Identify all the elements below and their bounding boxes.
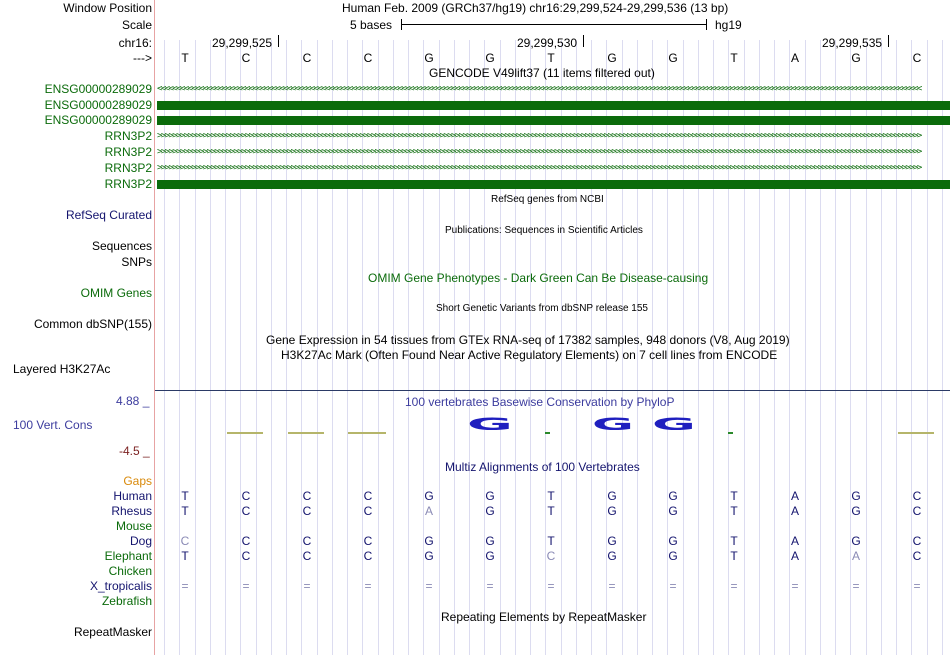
gene-minus-strand-line[interactable]: <<<<<<<<<<<<<<<<<<<<<<<<<<<<<<<<<<<<<<<<<<<<<<<<<<<<<<<<<<<<<<<<<<<<<<<<<<<<<<<<<<<<<<<<<<<<<<<<<<<<<<<<<<<<<<<<<<<<<<<<<<<<<<<<<<<<<<<<<<<<<<<<<<<<<<<<<<<<<<<<<<<<<<<<<<<<<<<<<<<<<<<<<<<<<<<<<<<<<<<< <box>157 84 921 94</box>
sequence-base: A <box>790 51 799 65</box>
alignment-base: C <box>241 504 251 518</box>
alignment-species-label[interactable]: Mouse <box>115 519 152 533</box>
alignment-base: C <box>241 534 251 548</box>
alignment-base: T <box>730 549 738 563</box>
sequence-base: G <box>607 51 617 65</box>
conservation-logo-letter: G <box>592 415 634 435</box>
alignment-species-label[interactable]: Human <box>113 489 152 503</box>
conservation-score-bar <box>898 432 934 434</box>
sidebar-divider <box>154 0 155 655</box>
refseq-track-label[interactable]: RefSeq Curated <box>65 208 152 222</box>
alignment-base: = <box>669 579 677 593</box>
sequences-track-label[interactable]: Sequences <box>91 239 152 253</box>
alignment-base: T <box>730 534 738 548</box>
alignment-base: G <box>485 534 495 548</box>
alignment-base: C <box>912 489 922 503</box>
alignment-base: C <box>180 534 190 548</box>
chrom-label: chr16: <box>118 36 152 50</box>
gencode-track-title[interactable]: GENCODE V49lift37 (11 items filtered out) <box>429 66 655 80</box>
sequence-base: T <box>181 51 189 65</box>
gene-exon-bar[interactable] <box>157 101 950 110</box>
alignment-species-label[interactable]: Elephant <box>104 549 152 563</box>
sequence-base: C <box>302 51 312 65</box>
alignment-base: G <box>607 534 617 548</box>
repeatmasker-track-title: Repeating Elements by RepeatMasker <box>441 610 647 624</box>
conservation-score-bar <box>728 432 733 434</box>
conservation-logo-letter: G <box>467 415 513 435</box>
alignment-base: G <box>485 489 495 503</box>
sequence-base: C <box>912 51 922 65</box>
alignment-base: = <box>608 579 616 593</box>
gencode-item-label[interactable]: ENSG00000289029 <box>44 82 152 96</box>
alignment-base: A <box>424 504 433 518</box>
sequence-base: G <box>424 51 434 65</box>
alignment-base: G <box>424 534 434 548</box>
alignment-base: C <box>241 549 251 563</box>
sequence-base: T <box>547 51 555 65</box>
omim-track-label[interactable]: OMIM Genes <box>80 286 152 300</box>
alignment-base: C <box>912 534 922 548</box>
alignment-base: = <box>303 579 311 593</box>
alignment-base: T <box>730 489 738 503</box>
sequence-base: C <box>363 51 373 65</box>
h3k27ac-track-label[interactable]: Layered H3K27Ac <box>13 362 111 376</box>
alignment-base: G <box>851 489 861 503</box>
alignment-base: C <box>363 549 373 563</box>
alignment-base: = <box>242 579 250 593</box>
alignment-base: = <box>730 579 738 593</box>
cons-max-label: 4.88 _ <box>116 394 150 408</box>
cons-min-label: -4.5 _ <box>119 444 150 458</box>
alignment-base: A <box>790 549 799 563</box>
alignment-base: C <box>546 549 556 563</box>
gencode-item-label[interactable]: RRN3P2 <box>104 145 152 159</box>
track-separator <box>155 390 950 391</box>
coord-tick-label: 29,299,525 <box>212 36 273 50</box>
gencode-item-label[interactable]: RRN3P2 <box>104 129 152 143</box>
cons-track-label[interactable]: 100 Vert. Cons <box>13 418 93 432</box>
alignment-species-label[interactable]: X_tropicalis <box>89 579 152 593</box>
conservation-score-bar <box>348 432 386 434</box>
alignment-base: C <box>302 489 312 503</box>
alignment-base: = <box>852 579 860 593</box>
scale-bar <box>401 24 707 25</box>
gene-plus-strand-line[interactable]: >>>>>>>>>>>>>>>>>>>>>>>>>>>>>>>>>>>>>>>>>>>>>>>>>>>>>>>>>>>>>>>>>>>>>>>>>>>>>>>>>>>>>>>>>>>>>>>>>>>>>>>>>>>>>>>>>>>>>>>>>>>>>>>>>>>>>>>>>>>>>>>>>>>>>>>>>>>>>>>>>>>>>>>>>>>>>>>>>>>>>>>>>>>>>>>>>>>>>>>> <box>157 163 921 173</box>
alignment-base: T <box>181 549 189 563</box>
alignment-base: C <box>363 489 373 503</box>
alignment-base: C <box>363 534 373 548</box>
alignment-base: C <box>241 489 251 503</box>
sequence-base: T <box>730 51 738 65</box>
snps-track-label[interactable]: SNPs <box>121 255 152 269</box>
sequence-base: G <box>668 51 678 65</box>
alignment-base: C <box>363 504 373 518</box>
gtex-track-title: Gene Expression in 54 tissues from GTEx RNA-seq of 17382 samples, 948 donors (V8, Aug 2019) <box>266 333 790 347</box>
scale-tick-left <box>401 19 402 30</box>
alignment-base: T <box>547 534 555 548</box>
sequence-base: G <box>485 51 495 65</box>
gene-exon-bar[interactable] <box>157 180 950 189</box>
conservation-logo-letter: G <box>652 415 696 435</box>
multiz-track-title: Multiz Alignments of 100 Vertebrates <box>445 460 640 474</box>
alignment-base: C <box>302 549 312 563</box>
alignment-base: A <box>790 489 799 503</box>
sequence-base: C <box>241 51 251 65</box>
alignment-base: = <box>364 579 372 593</box>
alignment-base: C <box>912 504 922 518</box>
alignment-base: = <box>181 579 189 593</box>
alignment-base: A <box>790 504 799 518</box>
alignment-base: G <box>607 549 617 563</box>
cons-track-title: 100 vertebrates Basewise Conservation by PhyloP <box>405 395 675 409</box>
alignment-base: G <box>668 534 678 548</box>
alignment-base: G <box>424 489 434 503</box>
alignment-base: C <box>912 549 922 563</box>
alignment-base: G <box>424 549 434 563</box>
alignment-base: T <box>181 504 189 518</box>
dbsnp-track-label[interactable]: Common dbSNP(155) <box>33 317 152 331</box>
coord-tick-mark <box>278 35 279 47</box>
scale-db: hg19 <box>715 18 742 32</box>
window-position-value[interactable]: Human Feb. 2009 (GRCh37/hg19) chr16:29,299,524-29,299,536 (13 bp) <box>342 1 729 15</box>
alignment-base: = <box>913 579 921 593</box>
alignment-species-label[interactable]: Dog <box>129 534 152 548</box>
alignment-base: T <box>547 489 555 503</box>
gencode-item-label[interactable]: RRN3P2 <box>104 177 152 191</box>
alignment-base: T <box>730 504 738 518</box>
gene-plus-strand-line[interactable]: >>>>>>>>>>>>>>>>>>>>>>>>>>>>>>>>>>>>>>>>>>>>>>>>>>>>>>>>>>>>>>>>>>>>>>>>>>>>>>>>>>>>>>>>>>>>>>>>>>>>>>>>>>>>>>>>>>>>>>>>>>>>>>>>>>>>>>>>>>>>>>>>>>>>>>>>>>>>>>>>>>>>>>>>>>>>>>>>>>>>>>>>>>>>>>>>>>>>>>>> <box>157 131 921 141</box>
publications-track-title: Publications: Sequences in Scientific Articles <box>445 225 643 236</box>
alignment-species-label[interactable]: Zebrafish <box>101 594 152 608</box>
alignment-base: A <box>790 534 799 548</box>
gaps-track-label[interactable]: Gaps <box>123 474 152 488</box>
alignment-base: C <box>302 504 312 518</box>
alignment-base: G <box>607 489 617 503</box>
conservation-score-bar <box>545 432 550 434</box>
alignment-base: T <box>181 489 189 503</box>
alignment-base: G <box>485 504 495 518</box>
h3k27ac-track-title: H3K27Ac Mark (Often Found Near Active Regulatory Elements) on 7 cell lines from ENCODE <box>281 348 778 362</box>
alignment-base: G <box>668 549 678 563</box>
coord-tick-mark <box>888 35 889 47</box>
gencode-item-label[interactable]: ENSG00000289029 <box>44 113 152 127</box>
conservation-score-bar <box>288 432 324 434</box>
alignment-base: A <box>851 549 860 563</box>
alignment-base: G <box>851 504 861 518</box>
omim-track-title: OMIM Gene Phenotypes - Dark Green Can Be Disease-causing <box>368 271 709 285</box>
repeatmasker-track-label[interactable]: RepeatMasker <box>73 625 152 639</box>
window-position-label: Window Position <box>63 1 152 15</box>
sequence-base: G <box>851 51 861 65</box>
scale-label: Scale <box>121 18 152 32</box>
scale-size: 5 bases <box>350 18 393 32</box>
strand-label: ---> <box>133 51 152 65</box>
alignment-base: = <box>425 579 433 593</box>
alignment-base: = <box>791 579 799 593</box>
alignment-species-label[interactable]: Chicken <box>108 564 152 578</box>
gencode-item-label[interactable]: RRN3P2 <box>104 161 152 175</box>
gencode-item-label[interactable]: ENSG00000289029 <box>44 98 152 112</box>
conservation-score-bar <box>227 432 263 434</box>
alignment-base: = <box>486 579 494 593</box>
coord-tick-label: 29,299,535 <box>822 36 883 50</box>
scale-tick-right <box>706 19 707 30</box>
alignment-base: G <box>668 489 678 503</box>
gene-plus-strand-line[interactable]: >>>>>>>>>>>>>>>>>>>>>>>>>>>>>>>>>>>>>>>>>>>>>>>>>>>>>>>>>>>>>>>>>>>>>>>>>>>>>>>>>>>>>>>>>>>>>>>>>>>>>>>>>>>>>>>>>>>>>>>>>>>>>>>>>>>>>>>>>>>>>>>>>>>>>>>>>>>>>>>>>>>>>>>>>>>>>>>>>>>>>>>>>>>>>>>>>>>>>>>> <box>157 147 921 157</box>
alignment-base: C <box>302 534 312 548</box>
refseq-track-title: RefSeq genes from NCBI <box>491 194 604 205</box>
alignment-base: G <box>668 504 678 518</box>
alignment-base: G <box>851 534 861 548</box>
alignment-base: = <box>547 579 555 593</box>
alignment-base: G <box>485 549 495 563</box>
coord-tick-label: 29,299,530 <box>517 36 578 50</box>
dbsnp-track-title: Short Genetic Variants from dbSNP release 155 <box>436 303 648 314</box>
alignment-base: T <box>547 504 555 518</box>
coord-tick-mark <box>583 35 584 47</box>
alignment-base: G <box>607 504 617 518</box>
gene-exon-bar[interactable] <box>157 116 950 125</box>
alignment-species-label[interactable]: Rhesus <box>111 504 152 518</box>
